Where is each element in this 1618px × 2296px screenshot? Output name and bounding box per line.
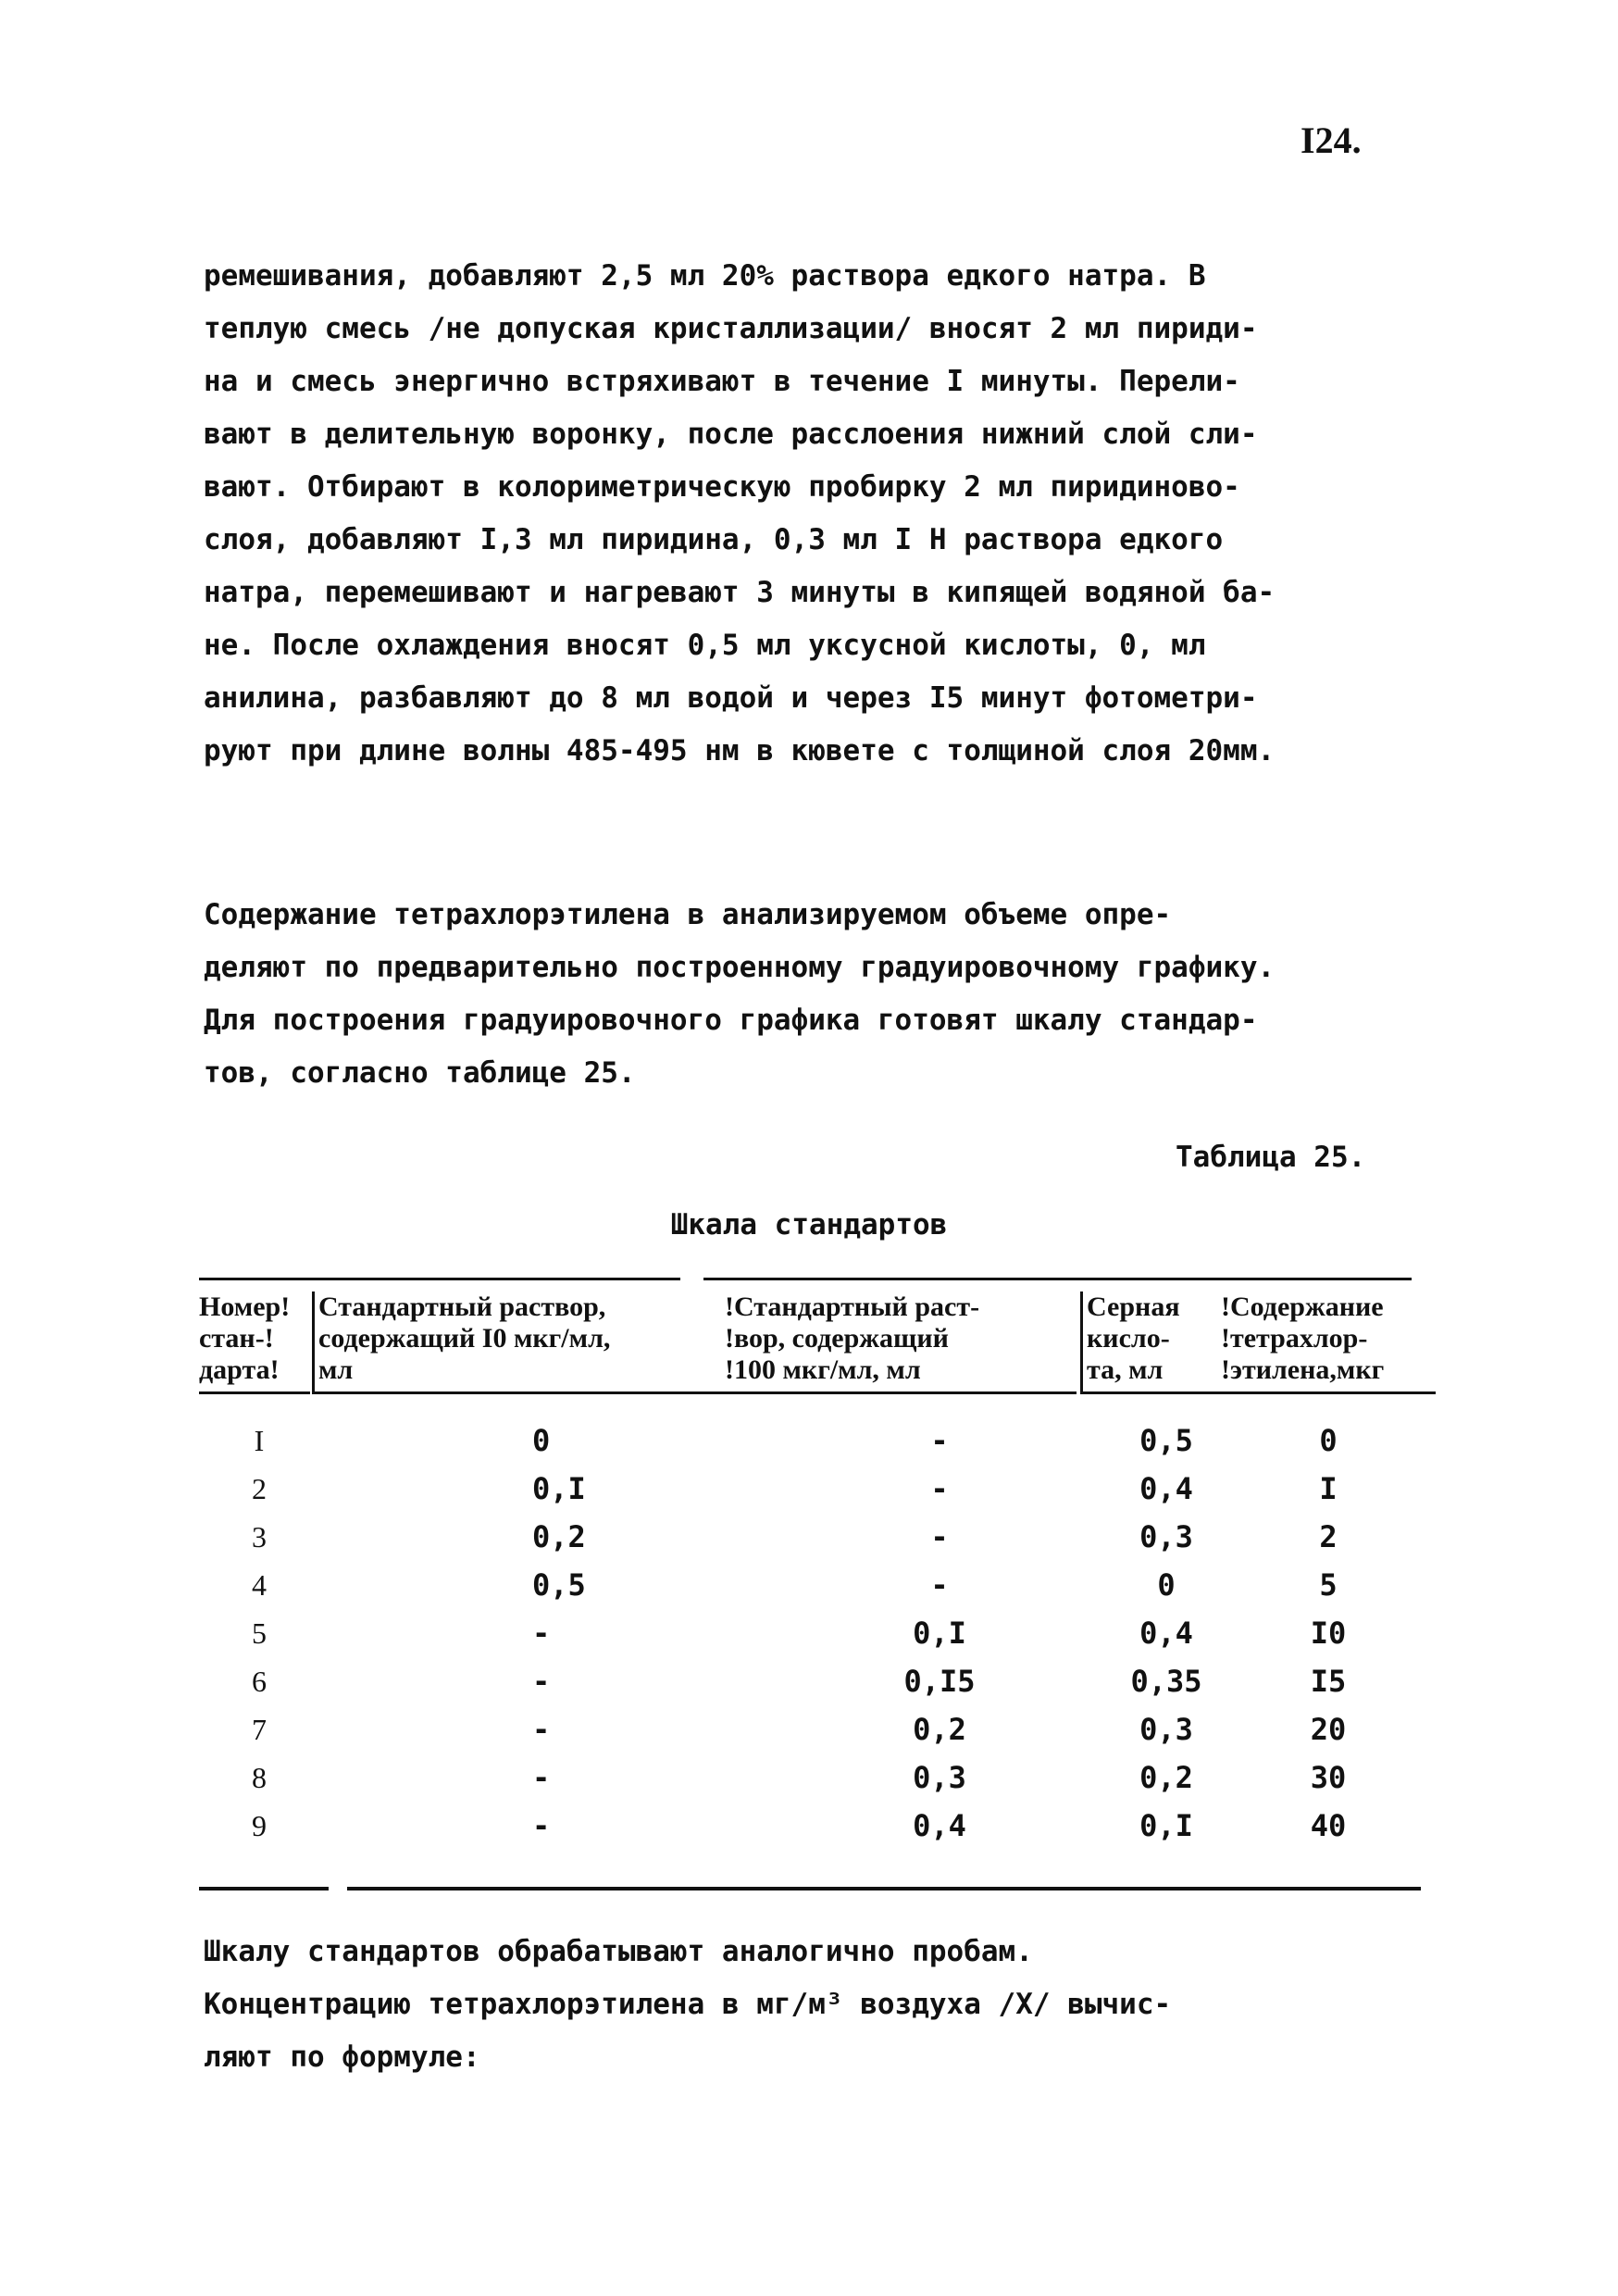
header-sulfuric-acid: Серная кисло- та, мл — [1080, 1292, 1221, 1394]
cell-solution-100: 0,I5 — [903, 1664, 976, 1699]
cell-number: 2 — [252, 1472, 267, 1505]
header-content: !Содержание !тетрахлор- !этилена,мкг — [1221, 1292, 1436, 1394]
header-solution-100: !Стандартный раст- !вор, содержащий !100 мкг/мл, мл — [725, 1292, 1077, 1394]
cell-number: 4 — [252, 1568, 267, 1602]
table-number: Таблица 25. — [1176, 1141, 1366, 1174]
table-row — [199, 1753, 1439, 1802]
table-row — [199, 1416, 1439, 1465]
cell-acid: 0,35 — [1130, 1664, 1202, 1699]
cell-content: 40 — [1310, 1808, 1347, 1843]
cell-number: 3 — [252, 1520, 267, 1554]
page-number: I24. — [1301, 119, 1362, 161]
cell-solution-10: 0,I — [532, 1471, 586, 1506]
cell-solution-100: - — [930, 1519, 949, 1554]
cell-acid: 0,I — [1139, 1808, 1193, 1843]
cell-solution-10: 0,5 — [532, 1567, 586, 1603]
cell-solution-100: 0,3 — [913, 1760, 966, 1795]
table-bottom-rule-left — [199, 1887, 329, 1890]
cell-solution-10: - — [532, 1760, 551, 1795]
cell-solution-100: - — [930, 1423, 949, 1458]
cell-solution-100: 0,4 — [913, 1808, 966, 1843]
cell-acid: 0,4 — [1139, 1471, 1193, 1506]
table-row — [199, 1657, 1439, 1705]
table-row — [199, 1465, 1439, 1513]
table-top-rule-right — [703, 1278, 1412, 1280]
cell-solution-100: - — [930, 1567, 949, 1603]
cell-solution-10: - — [532, 1664, 551, 1699]
cell-content: I0 — [1310, 1616, 1347, 1651]
closing-paragraph: Шкалу стандартов обрабатывают аналогично пробам. Концентрацию тетрахлорэтилена в мг/м³ воздуха /X/ вычис- ляют по формуле: — [204, 1935, 1172, 2074]
table-row — [199, 1802, 1439, 1850]
cell-number: 9 — [252, 1809, 267, 1842]
cell-content: 30 — [1310, 1760, 1347, 1795]
cell-solution-100: 0,2 — [913, 1712, 966, 1747]
cell-solution-10: - — [532, 1616, 551, 1651]
table-row — [199, 1609, 1439, 1657]
header-standard-number: Номер! стан-! дарта! — [199, 1292, 310, 1394]
table-header — [199, 1292, 1439, 1393]
calibration-paragraph: Содержание тетрахлорэтилена в анализируемом объеме опре- деляют по предварительно построенному градуировочному графику. Для построения градуировочного графика готовят шкалу стандар- тов, согласно таблице 25. — [204, 898, 1276, 1090]
cell-number: 8 — [252, 1761, 267, 1794]
cell-content: I5 — [1310, 1664, 1347, 1699]
cell-acid: 0,2 — [1139, 1760, 1193, 1795]
cell-content: 2 — [1319, 1519, 1338, 1554]
cell-content: 5 — [1319, 1567, 1338, 1603]
table-title: Шкала стандартов — [670, 1208, 948, 1242]
cell-solution-100: 0,I — [913, 1616, 966, 1651]
cell-number: I — [254, 1424, 265, 1457]
cell-solution-100: - — [930, 1471, 949, 1506]
cell-solution-10: - — [532, 1712, 551, 1747]
cell-acid: 0 — [1157, 1567, 1176, 1603]
cell-acid: 0,5 — [1139, 1423, 1193, 1458]
cell-content: 0 — [1319, 1423, 1338, 1458]
table-body — [199, 1416, 1439, 1850]
cell-acid: 0,3 — [1139, 1712, 1193, 1747]
cell-number: 6 — [252, 1665, 267, 1698]
table-row — [199, 1513, 1439, 1561]
cell-solution-10: 0 — [532, 1423, 551, 1458]
cell-number: 7 — [252, 1713, 267, 1746]
table-bottom-rule-right — [347, 1887, 1421, 1890]
cell-acid: 0,3 — [1139, 1519, 1193, 1554]
method-paragraph: ремешивания, добавляют 2,5 мл 20% раствора едкого натра. В теплую смесь /не допуская кристаллизации/ вносят 2 мл пириди- на и смесь энергично встряхивают в течение I минуты. Перели- вают в делительную воронку, после расслоения нижний слой сли- вают. Отбирают в колориметрическую пробирку 2 мл пиридиново- слоя, добавляют I,3 мл пиридина, 0,3 мл I Н раствора едкого натра, перемешивают и нагревают 3 минуты в кипящей водяной ба- не. После охлаждения вносят 0,5 мл уксусной кислоты, 0, мл анилина, разбавляют до 8 мл водой и через I5 минут фотометри- руют при длине волны 485-495 нм в кювете с толщиной слоя 20мм. — [204, 259, 1276, 767]
cell-content: 20 — [1310, 1712, 1347, 1747]
cell-acid: 0,4 — [1139, 1616, 1193, 1651]
table-top-rule-left — [199, 1278, 680, 1280]
table-row — [199, 1705, 1439, 1753]
cell-number: 5 — [252, 1616, 267, 1650]
cell-solution-10: - — [532, 1808, 551, 1843]
table-row — [199, 1561, 1439, 1609]
cell-solution-10: 0,2 — [532, 1519, 586, 1554]
cell-content: I — [1319, 1471, 1338, 1506]
header-solution-10: Стандартный раствор, содержащий I0 мкг/мл, мл — [312, 1292, 726, 1394]
